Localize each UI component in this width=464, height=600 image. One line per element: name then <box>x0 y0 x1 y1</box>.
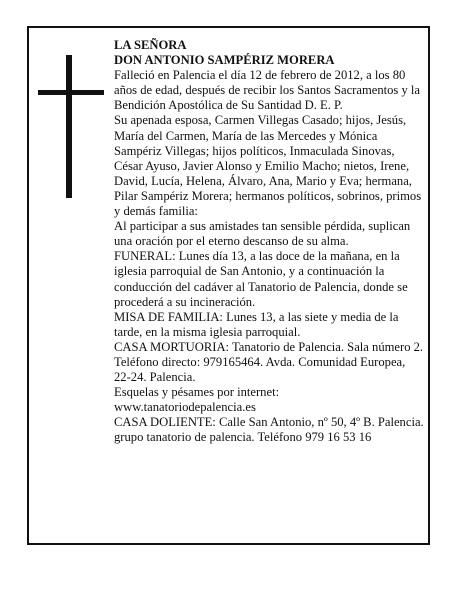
cross-vertical-bar <box>66 55 72 198</box>
notice-title: LA SEÑORA <box>114 38 187 52</box>
deceased-name: DON ANTONIO SAMPÉRIZ MORERA <box>114 53 335 68</box>
obituary-text <box>114 38 424 446</box>
family-paragraph: Su apenada esposa, Carmen Villegas Casado; hijos, Jesús, María del Carmen, María de las Mercedes y Mónica Sampériz Villegas; hijos políticos, Inmaculada Sinovas, César Ayuso, Javier Alonso y Emilio Macho; nietos, Irene, David, Lucía, Helena, Álvaro, Ana, Mario y Eva; hermana, Pilar Sampériz Morera; hermanos políticos, sobrinos, primos y demás familia: <box>114 113 422 219</box>
mortuary-paragraph: CASA MORTUORIA: Tanatorio de Palencia. Sala número 2. Teléfono directo: 979165464. Avda. Comunidad Europea, 22-24. Palencia. <box>114 339 424 385</box>
mass-paragraph: MISA DE FAMILIA: Lunes 13, a las siete y media de la tarde, en la misma iglesia parroquial. <box>114 309 399 339</box>
cross-icon <box>38 55 104 198</box>
funeral-paragraph: FUNERAL: Lunes día 13, a las doce de la mañana, en la iglesia parroquial de San Antonio, y a continuación la conducción del cadáver al Tanatorio de Palencia, donde se procederá a su incineración. <box>114 249 408 309</box>
funeral-home-contact: grupo tanatorio de palencia. Teléfono 979 16 53 16 <box>114 430 372 445</box>
condolences-paragraph: Esquelas y pésames por internet: www.tanatoriodepalencia.es <box>114 385 280 415</box>
mourning-home-paragraph: CASA DOLIENTE: Calle San Antonio, nº 50, 4º B. Palencia. <box>114 415 424 430</box>
cross-horizontal-bar <box>38 90 104 95</box>
death-paragraph: Falleció en Palencia el día 12 de febrero de 2012, a los 80 años de edad, después de recibir los Santos Sacramentos y la Bendición Apostólica de Su Santidad D. E. P. <box>114 68 421 113</box>
prayer-paragraph: Al participar a sus amistades tan sensible pérdida, suplican una oración por el eterno descanso de su alma. <box>114 219 411 249</box>
